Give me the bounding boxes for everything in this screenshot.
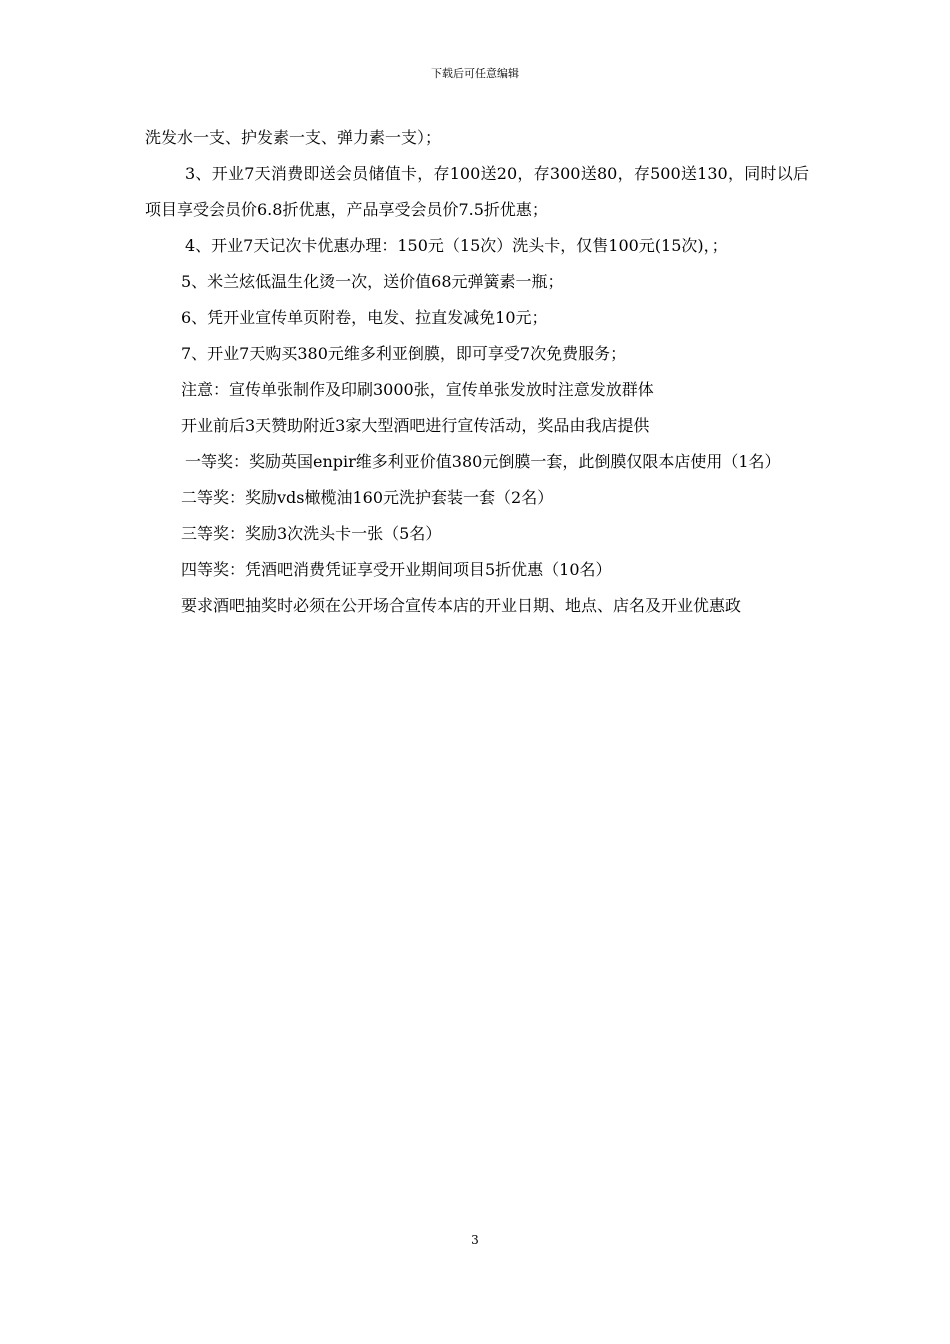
- paragraph-item-7: 7、开业7天购买380元维多利亚倒膜，即可享受7次免费服务；: [181, 344, 627, 363]
- paragraph-third-prize: 三等奖：奖励3次洗头卡一张（5名）: [181, 524, 442, 543]
- page-number: 3: [471, 1233, 479, 1247]
- paragraph-second-prize: 二等奖：奖励vds橄榄油160元洗护套装一套（2名）: [181, 488, 554, 507]
- paragraph-bar-promotion: 开业前后3天赞助附近3家大型酒吧进行宣传活动，奖品由我店提供: [181, 416, 650, 435]
- paragraph-continuation: 洗发水一支、护发素一支、弹力素一支）；: [145, 128, 442, 147]
- document-body: [145, 120, 809, 624]
- paragraph-item-5: 5、米兰炫低温生化烫一次，送价值68元弹簧素一瓶；: [181, 272, 564, 291]
- paragraph-item-6: 6、凭开业宣传单页附卷，电发、拉直发减免10元；: [181, 308, 548, 327]
- paragraph-note: 注意：宣传单张制作及印刷3000张，宣传单张发放时注意发放群体: [181, 380, 654, 399]
- paragraph-item-4: 4、开业7天记次卡优惠办理：150元（15次）洗头卡，仅售100元(15次)，；: [185, 236, 728, 255]
- paragraph-fourth-prize: 四等奖：凭酒吧消费凭证享受开业期间项目5折优惠（10名）: [181, 560, 612, 579]
- page-header: 下载后可任意编辑: [431, 67, 519, 80]
- paragraph-item-3: 3、开业7天消费即送会员储值卡，存100送20，存300送80，存500送130，同时以后项目享受会员价6.8折优惠，产品享受会员价7.5折优惠；: [145, 164, 809, 219]
- paragraph-first-prize: 一等奖：奖励英国enpir维多利亚价值380元倒膜一套，此倒膜仅限本店使用（1名）: [185, 452, 781, 471]
- paragraph-requirement: 要求酒吧抽奖时必须在公开场合宣传本店的开业日期、地点、店名及开业优惠政: [181, 596, 742, 615]
